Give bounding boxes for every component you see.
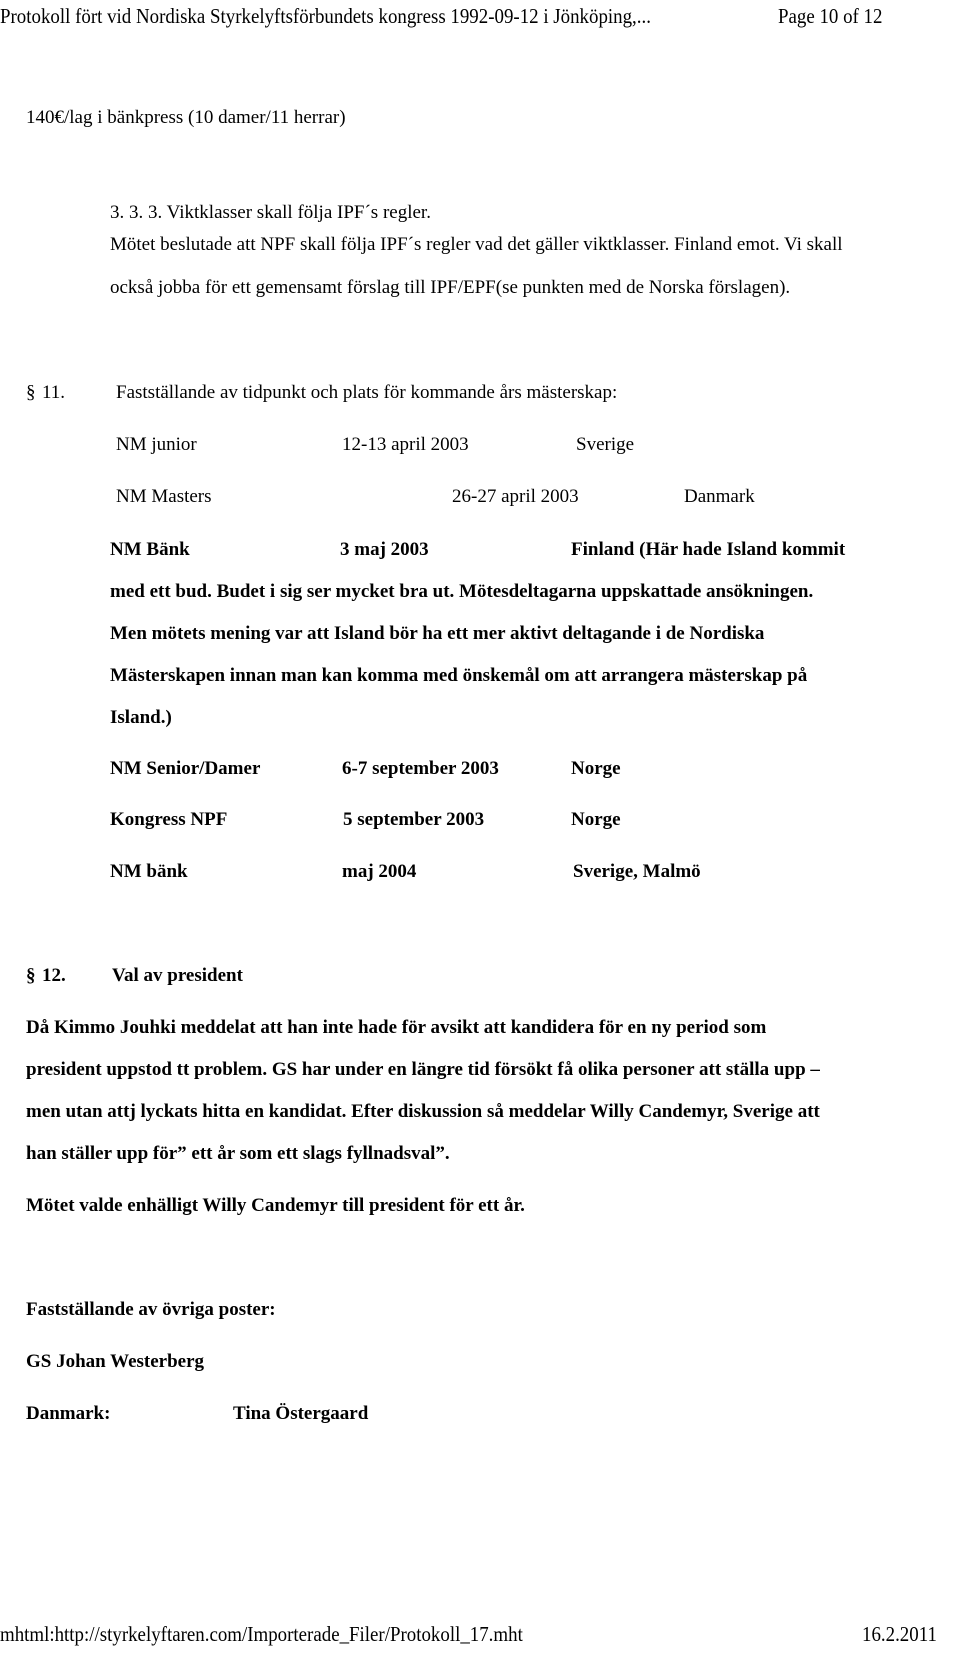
person-name: Tina Östergaard <box>233 1403 369 1424</box>
paragraph-line: men utan attj lyckats hitta en kandidat. Efter diskussion så meddelar Willy Candemyr, Sverige att <box>26 1101 820 1122</box>
event-place: Norge <box>571 809 621 830</box>
paragraph-line: president uppstod tt problem. GS har under en längre tid försökt få olika personer att ställa upp – <box>26 1059 820 1080</box>
event-date: 6-7 september 2003 <box>342 758 499 779</box>
note-line: Men mötets mening var att Island bör ha ett mer aktivt deltagande i de Nordiska <box>110 623 765 644</box>
decision-line: Mötet valde enhälligt Willy Candemyr till president för ett år. <box>26 1195 525 1216</box>
paragraph-line: Då Kimmo Jouhki meddelat att han inte hade för avsikt att kandidera för en ny period som <box>26 1017 767 1038</box>
event-date: 26-27 april 2003 <box>452 486 579 507</box>
paragraph-line: han ställer upp för” ett år som ett slags fyllnadsval”. <box>26 1143 450 1164</box>
event-date: 3 maj 2003 <box>340 539 429 560</box>
event-date: 5 september 2003 <box>343 809 485 830</box>
event-name: NM bänk <box>110 861 188 882</box>
text-line: Mötet beslutade att NPF skall följa IPF´s regler vad det gäller viktklasser. Finland emot. Vi skall <box>110 234 843 255</box>
text-line: 140€/lag i bänkpress (10 damer/11 herrar) <box>26 107 346 128</box>
note-line: Mästerskapen innan man kan komma med önskemål om att arrangera mästerskap på <box>110 665 808 686</box>
gs-line: GS Johan Westerberg <box>26 1351 205 1372</box>
event-place: Finland (Här hade Island kommit <box>571 539 846 560</box>
page-number: Page 10 of 12 <box>778 4 883 28</box>
note-line: Island.) <box>110 707 172 728</box>
event-place: Danmark <box>684 486 755 507</box>
section-number: 11. <box>42 382 66 403</box>
country-label: Danmark: <box>26 1403 111 1424</box>
section-title: Fastställande av tidpunkt och plats för kommande års mästerskap: <box>116 382 618 403</box>
event-name: Kongress NPF <box>110 809 228 830</box>
footer-url: mhtml:http://styrkelyftaren.com/Importerade_Filer/Protokoll_17.mht <box>0 1622 523 1646</box>
event-date: maj 2004 <box>342 861 417 882</box>
event-place: Norge <box>571 758 621 779</box>
posts-title: Fastställande av övriga poster: <box>26 1299 276 1320</box>
text-line: 3. 3. 3. Viktklasser skall följa IPF´s regler. <box>110 202 431 223</box>
footer-date: 16.2.2011 <box>862 1622 937 1646</box>
section-mark: § <box>26 382 36 403</box>
event-date: 12-13 april 2003 <box>342 434 469 455</box>
event-name: NM junior <box>116 434 197 455</box>
page-header-title: Protokoll fört vid Nordiska Styrkelyftsförbundets kongress 1992-09-12 i Jönköping,... <box>0 4 651 28</box>
event-name: NM Masters <box>116 486 212 507</box>
note-line: med ett bud. Budet i sig ser mycket bra ut. Mötesdeltagarna uppskattade ansökningen. <box>110 581 814 602</box>
event-place: Sverige, Malmö <box>573 861 701 882</box>
event-place: Sverige <box>576 434 635 455</box>
section-title: Val av president <box>112 965 243 986</box>
event-name: NM Senior/Damer <box>110 758 261 779</box>
section-number: 12. <box>42 965 66 986</box>
event-name: NM Bänk <box>110 539 190 560</box>
text-line: också jobba för ett gemensamt förslag till IPF/EPF(se punkten med de Norska förslagen). <box>110 277 791 298</box>
section-mark: § <box>26 965 36 986</box>
